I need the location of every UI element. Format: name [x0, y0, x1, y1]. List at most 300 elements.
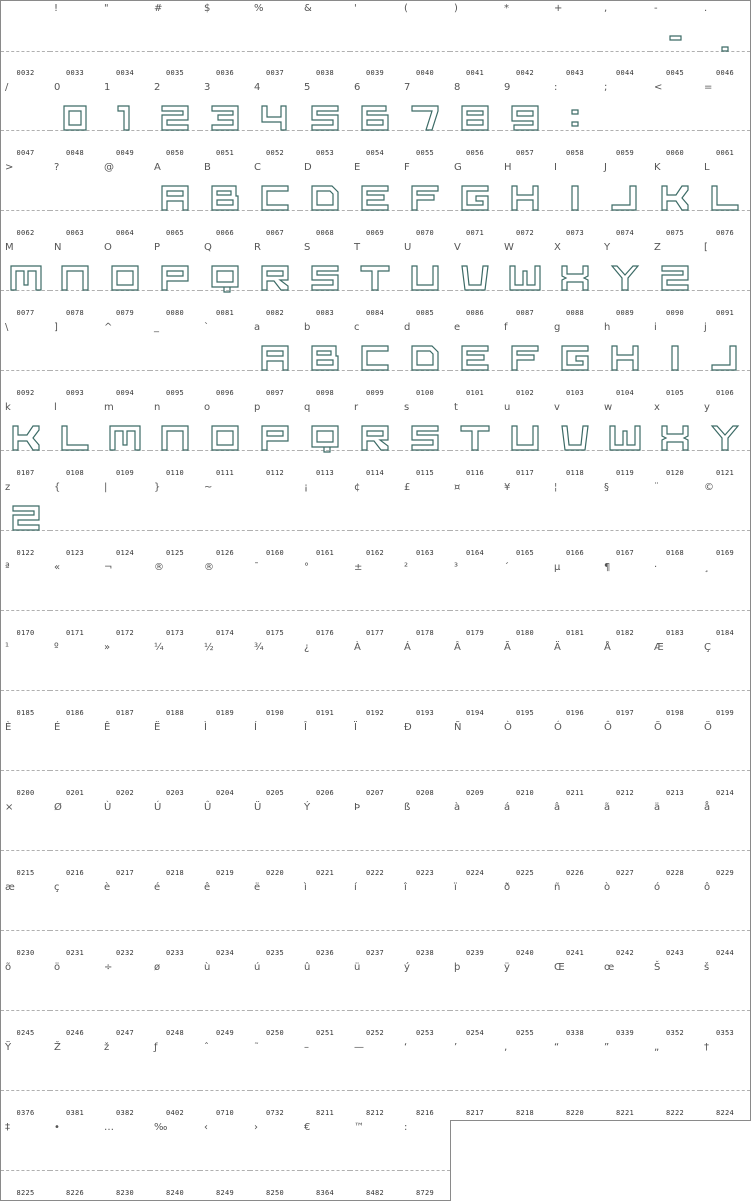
glyph-cell-0243	[650, 880, 701, 961]
character-label: \	[5, 322, 9, 333]
character-label: ’	[454, 1042, 458, 1053]
character-label: ®	[204, 562, 214, 573]
character-label: l	[54, 402, 57, 413]
baseline-guide	[550, 51, 600, 52]
glyph-outline	[11, 266, 41, 290]
char-code-label: 0074	[615, 229, 635, 237]
char-code-label: 0339	[615, 1029, 635, 1037]
char-code-label: 0376	[16, 1109, 35, 1117]
char-code-label: 0183	[665, 629, 685, 637]
glyph-outline	[512, 426, 538, 450]
character-label: ×	[5, 802, 14, 813]
glyph-cell-0236	[300, 880, 351, 961]
character-label: A	[154, 162, 161, 173]
character-label: ´	[504, 562, 509, 573]
glyph-outline	[312, 266, 338, 290]
glyph-cell-0167	[600, 480, 651, 561]
baseline-guide	[50, 770, 100, 771]
char-code-label: 0169	[715, 549, 735, 557]
char-code-label: 0205	[265, 789, 285, 797]
glyph-preview	[550, 320, 600, 400]
glyph-cell-0106	[700, 320, 751, 401]
glyph-outline	[362, 426, 388, 450]
glyph-cell-0117	[500, 400, 551, 481]
glyph-cell-0070	[400, 160, 451, 241]
glyph-outline	[412, 106, 438, 130]
glyph-outline	[512, 106, 538, 130]
char-code-label: 0110	[165, 469, 185, 477]
char-code-label: 0168	[665, 549, 685, 557]
glyph-cell-0120	[650, 400, 701, 481]
char-code-label: 0050	[165, 149, 185, 157]
character-label: %	[254, 3, 264, 14]
glyph-cell-0184	[700, 560, 751, 641]
glyph-cell-0237	[350, 880, 401, 961]
char-code-label: 0099	[365, 389, 385, 397]
glyph-cell-0208	[400, 720, 451, 801]
baseline-guide	[150, 690, 200, 691]
char-code-label: 0077	[16, 309, 35, 317]
glyph-cell-0182	[600, 560, 651, 641]
character-label: ™	[354, 1122, 364, 1133]
glyph-cell-0166	[550, 480, 601, 561]
character-label: v	[554, 402, 560, 413]
glyph-outline	[562, 346, 588, 370]
char-code-label: 0207	[365, 789, 385, 797]
baseline-guide	[150, 610, 200, 611]
character-label: ñ	[554, 882, 561, 893]
char-code-label: 0126	[215, 549, 235, 557]
char-code-label: 0043	[565, 69, 585, 77]
glyph-cell-0082	[250, 240, 301, 321]
character-label: D	[304, 162, 312, 173]
glyph-cell-8364	[300, 1120, 351, 1201]
char-code-label: 0233	[165, 949, 185, 957]
character-label: ;	[604, 82, 608, 93]
char-code-label: 0228	[665, 869, 685, 877]
glyph-outline	[670, 36, 681, 40]
character-label: F	[404, 162, 410, 173]
glyph-cell-8240	[150, 1120, 201, 1201]
char-code-label: 0042	[515, 69, 535, 77]
character-label: Ú	[154, 802, 162, 813]
glyph-cell-0211	[550, 720, 601, 801]
glyph-cell-0092	[0, 320, 51, 401]
char-code-label: 0381	[65, 1109, 85, 1117]
glyph-cell-0066	[200, 160, 251, 241]
char-code-label: 0098	[315, 389, 335, 397]
glyph-cell-0074	[600, 160, 651, 241]
glyph-outline	[312, 346, 338, 370]
glyph-cell-0225	[500, 800, 551, 881]
baseline-guide	[100, 1170, 150, 1171]
glyph-cell-8250	[250, 1120, 301, 1201]
glyph-preview	[200, 240, 250, 320]
baseline-guide	[500, 530, 550, 531]
baseline-guide	[1, 1170, 50, 1171]
glyph-cell-0079	[100, 240, 151, 321]
character-label: i	[654, 322, 657, 333]
glyph-cell-0077	[0, 240, 51, 321]
character-label: M	[5, 242, 14, 253]
char-code-label: 0247	[115, 1029, 135, 1037]
char-code-label: 0072	[515, 229, 535, 237]
baseline-guide	[150, 1090, 200, 1091]
character-label: ·	[654, 562, 658, 573]
glyph-cell-0033	[50, 0, 101, 81]
char-code-label: 0353	[715, 1029, 735, 1037]
baseline-guide	[300, 530, 350, 531]
char-code-label: 0220	[265, 869, 285, 877]
baseline-guide	[600, 930, 650, 931]
glyph-cell-8220	[550, 1040, 601, 1121]
glyph-cell-8729	[400, 1120, 451, 1201]
baseline-guide	[50, 690, 100, 691]
glyph-cell-0161	[300, 480, 351, 561]
baseline-guide	[300, 690, 350, 691]
glyph-outline	[212, 106, 238, 130]
glyph-cell-8222	[650, 1040, 701, 1121]
character-label: Ü	[254, 802, 262, 813]
glyph-preview	[400, 400, 450, 480]
character-label: <	[654, 82, 663, 93]
character-label: e	[454, 322, 461, 333]
char-code-label: 0198	[665, 709, 685, 717]
char-code-label: 0252	[365, 1029, 385, 1037]
char-code-label: 0186	[65, 709, 85, 717]
glyph-cell-8216	[400, 1040, 451, 1121]
character-label: y	[704, 402, 710, 413]
char-code-label: 0203	[165, 789, 185, 797]
glyph-cell-0125	[150, 480, 201, 561]
glyph-cell-0162	[350, 480, 401, 561]
glyph-cell-8217	[450, 1040, 501, 1121]
character-label: }	[154, 482, 161, 493]
character-label: ?	[54, 162, 60, 173]
baseline-guide	[550, 930, 600, 931]
glyph-preview	[450, 80, 500, 160]
char-code-label: 0191	[315, 709, 335, 717]
glyph-cell-0100	[400, 320, 451, 401]
char-code-label: 0119	[615, 469, 635, 477]
char-code-label: 0222	[365, 869, 385, 877]
char-code-label: 0190	[265, 709, 285, 717]
glyph-cell-0032	[0, 0, 51, 81]
char-code-label: 0175	[265, 629, 285, 637]
glyph-cell-0220	[250, 800, 301, 881]
baseline-guide	[700, 1010, 750, 1011]
glyph-cell-0249	[200, 960, 251, 1041]
character-label: ï	[454, 882, 457, 893]
character-label: Š	[654, 962, 661, 973]
glyph-outline	[62, 266, 88, 290]
char-code-label: 0210	[515, 789, 535, 797]
glyph-outline	[262, 426, 288, 450]
char-code-label: 0172	[115, 629, 135, 637]
glyph-preview	[400, 320, 450, 400]
glyph-cell-0168	[650, 480, 701, 561]
glyph-cell-0253	[400, 960, 451, 1041]
glyph-cell-0099	[350, 320, 401, 401]
char-code-label: 8212	[365, 1109, 385, 1117]
character-label: Ó	[554, 722, 562, 733]
glyph-cell-0234	[200, 880, 251, 961]
glyph-cell-0081	[200, 240, 251, 321]
character-label: T	[354, 242, 361, 253]
char-code-label: 0246	[65, 1029, 85, 1037]
glyph-cell-0199	[700, 640, 751, 721]
char-code-label: 0229	[715, 869, 735, 877]
baseline-guide	[650, 690, 700, 691]
char-code-label: 0080	[165, 309, 185, 317]
glyph-cell-0215	[0, 800, 51, 881]
glyph-preview	[50, 240, 100, 320]
character-label: !	[54, 3, 59, 14]
glyph-cell-0229	[700, 800, 751, 881]
character-label: o	[204, 402, 211, 413]
char-code-label: 0046	[715, 69, 735, 77]
glyph-cell-0084	[350, 240, 401, 321]
character-label: ë	[254, 882, 261, 893]
char-code-label: 0093	[65, 389, 85, 397]
glyph-cell-0381	[50, 1040, 101, 1121]
glyph-preview	[150, 160, 200, 240]
glyph-outline	[162, 266, 188, 290]
baseline-guide	[300, 1010, 350, 1011]
char-code-label: 0107	[16, 469, 35, 477]
character-label: V	[454, 242, 461, 253]
char-code-label: 0118	[565, 469, 585, 477]
baseline-guide	[700, 850, 750, 851]
baseline-guide	[700, 930, 750, 931]
character-label: m	[104, 402, 114, 413]
character-label: •	[54, 1122, 60, 1133]
char-code-label: 0059	[615, 149, 635, 157]
baseline-guide	[500, 51, 550, 52]
char-code-label: 0091	[715, 309, 735, 317]
character-label: é	[154, 882, 161, 893]
baseline-guide	[200, 930, 250, 931]
glyph-cell-0097	[250, 320, 301, 401]
char-code-label: 0125	[165, 549, 185, 557]
baseline-guide	[600, 690, 650, 691]
char-code-label: 8225	[16, 1189, 35, 1197]
char-code-label: 8218	[515, 1109, 535, 1117]
char-code-label: 0088	[565, 309, 585, 317]
glyph-outline	[118, 106, 129, 130]
glyph-cell-0050	[150, 80, 201, 161]
character-label: O	[104, 242, 112, 253]
character-label: I	[554, 162, 557, 173]
baseline-guide	[700, 290, 750, 291]
glyph-preview	[550, 160, 600, 240]
character-label: Œ	[554, 962, 565, 973]
baseline-guide	[350, 1170, 400, 1171]
baseline-guide	[550, 610, 600, 611]
glyph-cell-0174	[200, 560, 251, 641]
baseline-guide	[550, 1090, 600, 1091]
char-code-label: 0179	[465, 629, 485, 637]
character-label: ø	[154, 962, 161, 973]
character-label: -	[654, 3, 658, 14]
glyph-cell-0224	[450, 800, 501, 881]
baseline-guide	[600, 1090, 650, 1091]
char-code-label: 0243	[665, 949, 685, 957]
baseline-guide	[350, 930, 400, 931]
baseline-guide	[500, 1090, 550, 1091]
baseline-guide	[150, 930, 200, 931]
baseline-guide	[250, 850, 300, 851]
baseline-guide	[150, 770, 200, 771]
character-label: G	[454, 162, 462, 173]
character-label: C	[254, 162, 261, 173]
glyph-cell-0185	[0, 640, 51, 721]
baseline-guide	[1, 1090, 50, 1091]
character-label: Õ	[654, 722, 662, 733]
glyph-cell-0039	[350, 0, 401, 81]
char-code-label: 0096	[215, 389, 235, 397]
char-code-label: 0249	[215, 1029, 235, 1037]
baseline-guide	[100, 370, 150, 371]
baseline-guide	[200, 1090, 250, 1091]
glyph-cell-0203	[150, 720, 201, 801]
glyph-cell-0043	[550, 0, 601, 81]
glyph-cell-0732	[250, 1040, 301, 1121]
char-code-label: 0085	[415, 309, 435, 317]
glyph-outline	[412, 186, 438, 210]
glyph-cell-0193	[400, 640, 451, 721]
character-label: 5	[304, 82, 311, 93]
baseline-guide	[1, 770, 50, 771]
char-code-label: 0178	[415, 629, 435, 637]
glyph-preview	[100, 240, 150, 320]
glyph-outline	[712, 426, 738, 450]
baseline-guide	[100, 51, 150, 52]
character-label: X	[554, 242, 561, 253]
baseline-guide	[100, 850, 150, 851]
char-code-label: 0039	[365, 69, 385, 77]
baseline-guide	[50, 210, 100, 211]
baseline-guide	[300, 850, 350, 851]
character-label: >	[5, 162, 14, 173]
baseline-guide	[250, 690, 300, 691]
char-code-label: 0060	[665, 149, 685, 157]
glyph-outline	[462, 106, 488, 130]
char-code-label: 0176	[315, 629, 335, 637]
glyph-outline	[362, 186, 388, 210]
character-label: Â	[454, 642, 461, 653]
character-label: ‹	[204, 1122, 208, 1133]
glyph-cell-0238	[400, 880, 451, 961]
character-label: Ä	[554, 642, 561, 653]
glyph-cell-0163	[400, 480, 451, 561]
character-label: Û	[204, 802, 212, 813]
character-label: Đ	[404, 722, 412, 733]
character-label: ¯	[254, 562, 259, 573]
character-label: ã	[604, 802, 611, 813]
char-code-label: 0200	[16, 789, 35, 797]
char-code-label: 0075	[665, 229, 685, 237]
glyph-cell-0051	[200, 80, 251, 161]
character-label: å	[704, 802, 711, 813]
glyph-cell-8211	[300, 1040, 351, 1121]
character-label: Æ	[654, 642, 664, 653]
char-code-label: 0160	[265, 549, 285, 557]
glyph-preview	[150, 80, 200, 160]
glyph-cell-0087	[500, 240, 551, 321]
glyph-preview	[300, 80, 350, 160]
character-label: Ÿ	[5, 1042, 12, 1053]
char-code-label: 0164	[465, 549, 485, 557]
character-label: ”	[604, 1042, 610, 1053]
baseline-guide	[200, 770, 250, 771]
baseline-guide	[100, 770, 150, 771]
glyph-cell-0204	[200, 720, 251, 801]
baseline-guide	[300, 930, 350, 931]
glyph-cell-0122	[0, 480, 51, 561]
character-label: É	[54, 722, 61, 733]
baseline-guide	[650, 1010, 700, 1011]
glyph-cell-0101	[450, 320, 501, 401]
baseline-guide	[50, 610, 100, 611]
glyph-preview	[700, 320, 750, 400]
char-code-label: 0049	[115, 149, 135, 157]
char-code-label: 0097	[265, 389, 285, 397]
baseline-guide	[200, 370, 250, 371]
character-label: Î	[304, 722, 307, 733]
char-code-label: 0213	[665, 789, 685, 797]
baseline-guide	[700, 690, 750, 691]
char-code-label: 8220	[565, 1109, 585, 1117]
char-code-label: 0193	[415, 709, 435, 717]
glyph-outline	[362, 106, 388, 130]
character-label: Ê	[104, 722, 111, 733]
character-label: t	[454, 402, 458, 413]
character-label: «	[54, 562, 61, 573]
baseline-guide	[550, 1010, 600, 1011]
character-label: ½	[204, 642, 214, 653]
character-label: q	[304, 402, 311, 413]
character-label: ç	[54, 882, 60, 893]
glyph-outline	[512, 186, 538, 210]
glyph-cell-0073	[550, 160, 601, 241]
char-code-label: 0070	[415, 229, 435, 237]
char-code-label: 8216	[415, 1109, 435, 1117]
character-label: ꞉	[404, 1122, 408, 1133]
glyph-outline	[712, 346, 736, 370]
character-label: ˜	[254, 1042, 259, 1053]
character-label: ý	[404, 962, 410, 973]
char-code-label: 0219	[215, 869, 235, 877]
char-code-label: 0402	[165, 1109, 185, 1117]
baseline-guide	[450, 930, 500, 931]
char-code-label: 0201	[65, 789, 85, 797]
baseline-guide	[450, 770, 500, 771]
glyph-outline	[462, 346, 488, 370]
baseline-guide	[400, 1170, 450, 1171]
character-label: Y	[604, 242, 611, 253]
char-code-label: 8226	[65, 1189, 85, 1197]
character-label: è	[104, 882, 111, 893]
glyph-cell-0075	[650, 160, 701, 241]
character-label: S	[304, 242, 311, 253]
character-label: ]	[54, 322, 58, 333]
baseline-guide	[450, 1090, 500, 1091]
glyph-outline	[110, 426, 140, 450]
char-code-label: 0248	[165, 1029, 185, 1037]
character-label: º	[54, 642, 59, 653]
char-code-label: 0111	[215, 469, 235, 477]
